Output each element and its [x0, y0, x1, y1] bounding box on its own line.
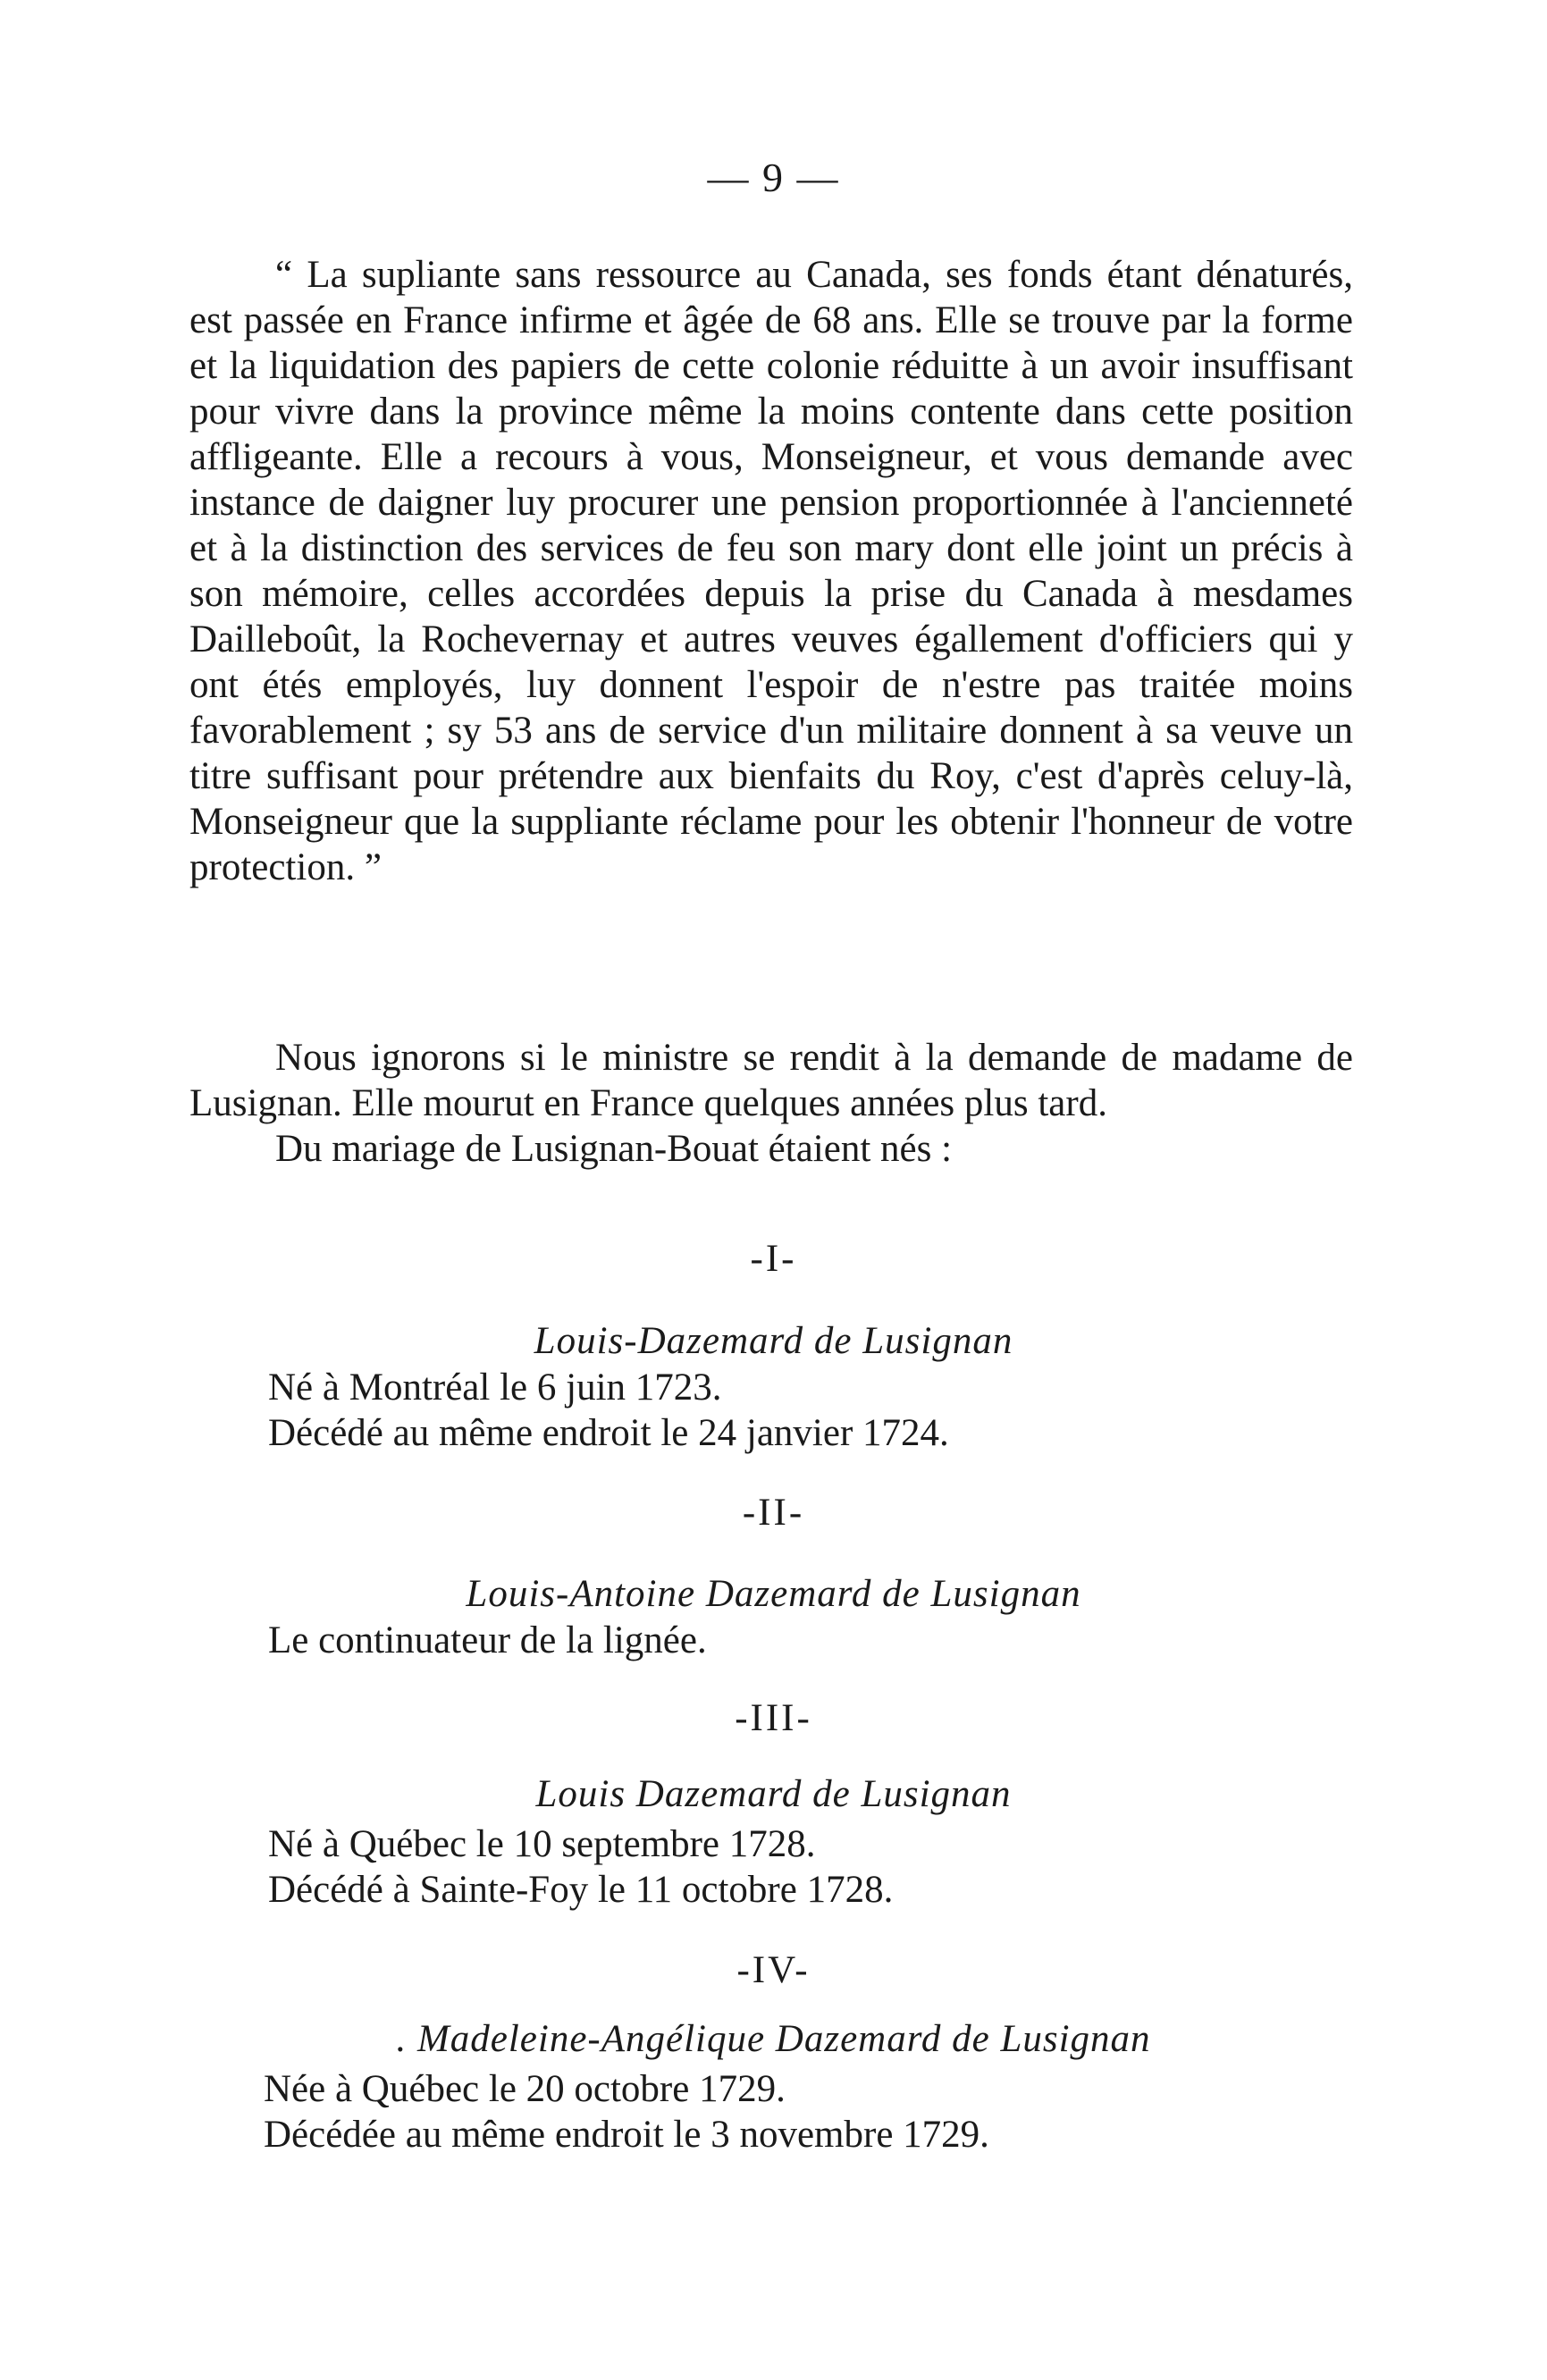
petition-quote: [189, 252, 1353, 890]
petition-paragraph: “ La supliante sans ressource au Canada, ses fonds étant dénaturés, est passée en France infirme et âgée de 68 ans. Elle se trouve par la forme et la liquidation des papiers de cette colonie réduitte à un avoir insuffisant pour vivre dans la province même la moins contente dans cette position affligeante. Elle a recours à vous, Monseigneur, et vous demande avec instance de daigner luy procurer une pension proportionnée à l'ancienneté et à la distinction des services de feu son mary dont elle joint un précis à son mémoire, celles accordées depuis la prise du Canada à mesdames Dailleboût, la Rochevernay et autres veuves égallement d'officiers qui y ont étés employés, luy donnent l'espoir de n'estre pas traitée moins favorablement ; sy 53 ans de service d'un militaire donnent à sa veuve un titre suffisant pour prétendre aux bienfaits du Roy, c'est d'après celuy-là, Monseigneur que la suppliante réclame pour les obtenir l'honneur de votre protection. ”: [189, 254, 1353, 888]
child-name-1: Louis-Dazemard de Lusignan: [534, 1320, 1013, 1362]
narrative: [189, 1035, 1353, 1172]
child-numeral-4: -IV-: [736, 1949, 811, 1991]
child-detail-line: Décédé à Sainte-Foy le 11 octobre 1728.: [268, 1869, 894, 1911]
child-details-2: [268, 1618, 1341, 1663]
child-details-1: [268, 1365, 1341, 1456]
child-numeral-1: -I-: [750, 1238, 797, 1280]
page-number: — 9 —: [707, 155, 840, 200]
narrative-intro: Du mariage de Lusignan-Bouat étaient nés :: [275, 1128, 953, 1170]
child-detail-line: Décédé au même endroit le 24 janvier 1724.: [268, 1412, 949, 1454]
child-detail-line: Né à Québec le 10 septembre 1728.: [268, 1823, 816, 1865]
child-detail-line: Née à Québec le 20 octobre 1729.: [264, 2068, 786, 2110]
child-numeral-3: -III-: [735, 1697, 812, 1739]
child-numeral-2: -II-: [742, 1492, 805, 1534]
child-name-2: Louis-Antoine Dazemard de Lusignan: [466, 1573, 1081, 1615]
child-detail-line: Né à Montréal le 6 juin 1723.: [268, 1367, 722, 1409]
narrative-paragraph: Nous ignorons si le ministre se rendit à la demande de madame de Lusignan. Elle mourut en France quelques années plus tard.: [189, 1037, 1353, 1124]
child-name-3: Louis Dazemard de Lusignan: [535, 1773, 1012, 1815]
child-name-4: . Madeleine-Angélique Dazemard de Lusignan: [396, 2018, 1151, 2060]
child-details-3: [268, 1821, 1341, 1913]
child-details-4: [264, 2066, 1336, 2157]
child-detail-line: Le continuateur de la lignée.: [268, 1619, 707, 1661]
child-detail-line: Décédée au même endroit le 3 novembre 1729.: [264, 2114, 989, 2156]
